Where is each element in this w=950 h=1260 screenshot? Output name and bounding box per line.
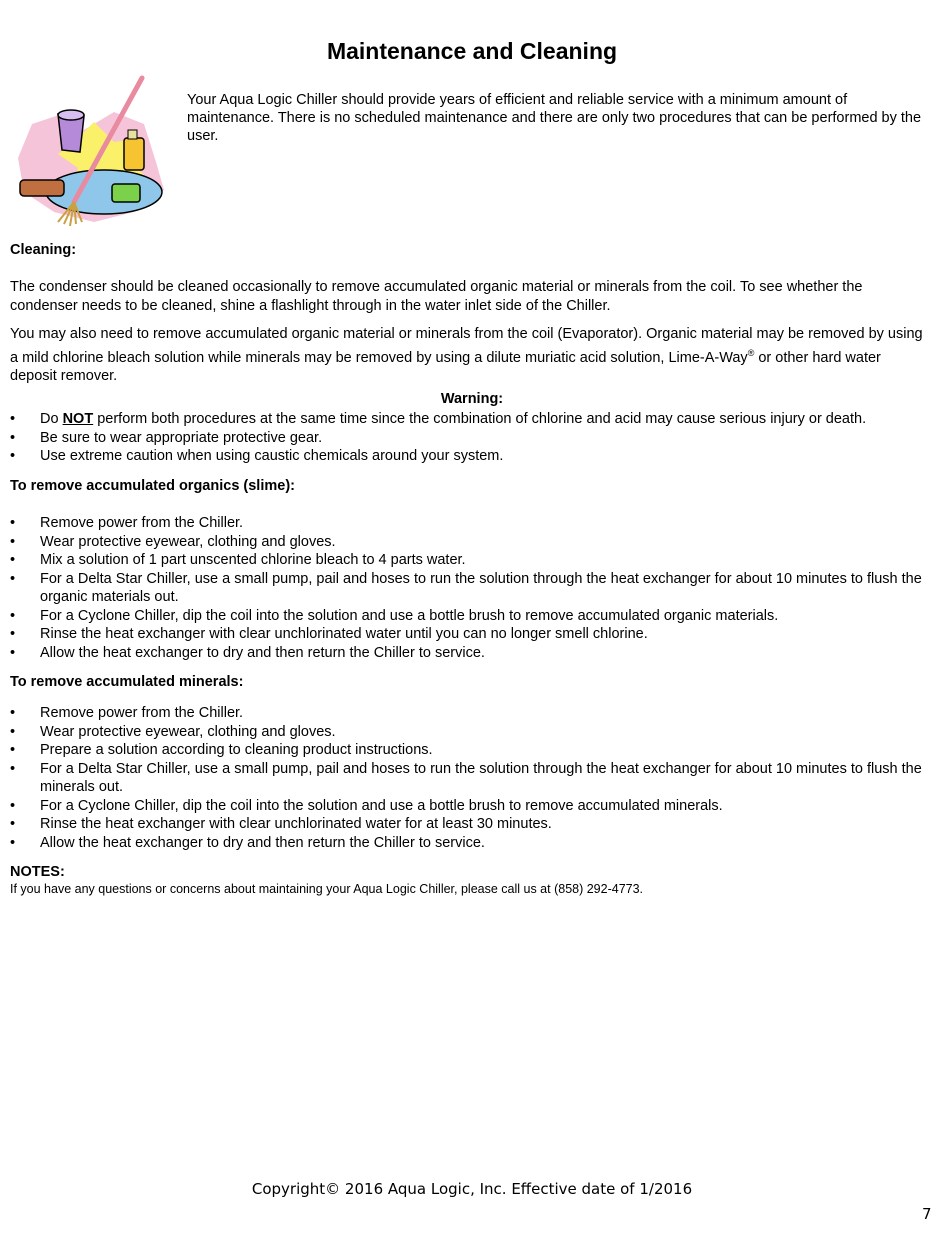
list-item: • Allow the heat exchanger to dry and then return the Chiller to service. [10,834,935,853]
minerals-heading: To remove accumulated minerals: [10,674,244,690]
minerals-list [10,704,935,852]
warning-item: • Use extreme caution when using caustic chemicals around your system. [10,447,935,466]
warning-title: Warning: [440,391,504,407]
warning-item-1-text: perform both procedures at the same time since the combination of chlorine and acid may cause serious injury or death. [93,411,867,427]
registered-mark: ® [747,347,755,358]
copyright-footer: Copyright© 2016 Aqua Logic, Inc. Effective date of 1/2016 [251,1180,693,1198]
warning-list [10,410,935,466]
list-item: • Rinse the heat exchanger with clear unchlorinated water until you can no longer smell chlorine. [10,625,935,644]
cleaning-supplies-illustration [14,72,170,232]
list-item: • For a Cyclone Chiller, dip the coil into the solution and use a bottle brush to remove accumulated minerals. [10,797,935,816]
cleaning-heading: Cleaning: [10,242,77,258]
notes-text: If you have any questions or concerns about maintaining your Aqua Logic Chiller, please call us at (858) 292-4773. [10,882,644,896]
list-item: • For a Delta Star Chiller, use a small pump, pail and hoses to run the solution through the heat exchanger for about 10 minutes to flush the organic materials out. [10,570,935,607]
list-item: • Wear protective eyewear, clothing and gloves. [10,533,935,552]
list-item: • Wear protective eyewear, clothing and gloves. [10,723,935,742]
list-item: • Prepare a solution according to cleaning product instructions. [10,741,935,760]
organics-list [10,514,935,662]
notes-heading: NOTES: [10,864,65,880]
list-item: • Rinse the heat exchanger with clear unchlorinated water for at least 30 minutes. [10,815,935,834]
cleaning-paragraph-2-end: or other hard water deposit remover. [10,349,881,384]
organics-heading: To remove accumulated organics (slime): [10,478,295,494]
cleaning-paragraph-2 [10,325,930,385]
warning-emphasis: NOT [62,411,94,427]
warning-item [10,410,935,429]
intro-paragraph: Your Aqua Logic Chiller should provide years of efficient and reliable service with a minimum amount of maintenance. There is no scheduled maintenance and there are only two procedures that can be performed by the user. [187,92,922,144]
page-title: Maintenance and Cleaning [326,38,618,64]
cleaning-paragraph-2-main: You may also need to remove accumulated organic material or minerals from the coil (Evaporator). Organic material may be removed by using a mild chlorine bleach solution while minerals may be removed by using a dilute muriatic acid solution, Lime-A-Way [10,326,923,366]
cleaning-paragraph-1: The condenser should be cleaned occasionally to remove accumulated organic material or minerals from the coil. To see whether the condenser needs to be cleaned, shine a flashlight through in the water inlet side of the Chiller. [10,279,863,314]
list-item: • Remove power from the Chiller. [10,514,935,533]
warning-item: • Be sure to wear appropriate protective gear. [10,429,935,448]
list-item: • Allow the heat exchanger to dry and then return the Chiller to service. [10,644,935,663]
list-item: • For a Delta Star Chiller, use a small pump, pail and hoses to run the solution through the heat exchanger for about 10 minutes to flush the minerals out. [10,760,935,797]
warning-item-1-prefix: Do [40,411,63,427]
page-number: 7 [922,1205,932,1223]
list-item: • Remove power from the Chiller. [10,704,935,723]
list-item: • For a Cyclone Chiller, dip the coil into the solution and use a bottle brush to remove accumulated organic materials. [10,607,935,626]
list-item: • Mix a solution of 1 part unscented chlorine bleach to 4 parts water. [10,551,935,570]
